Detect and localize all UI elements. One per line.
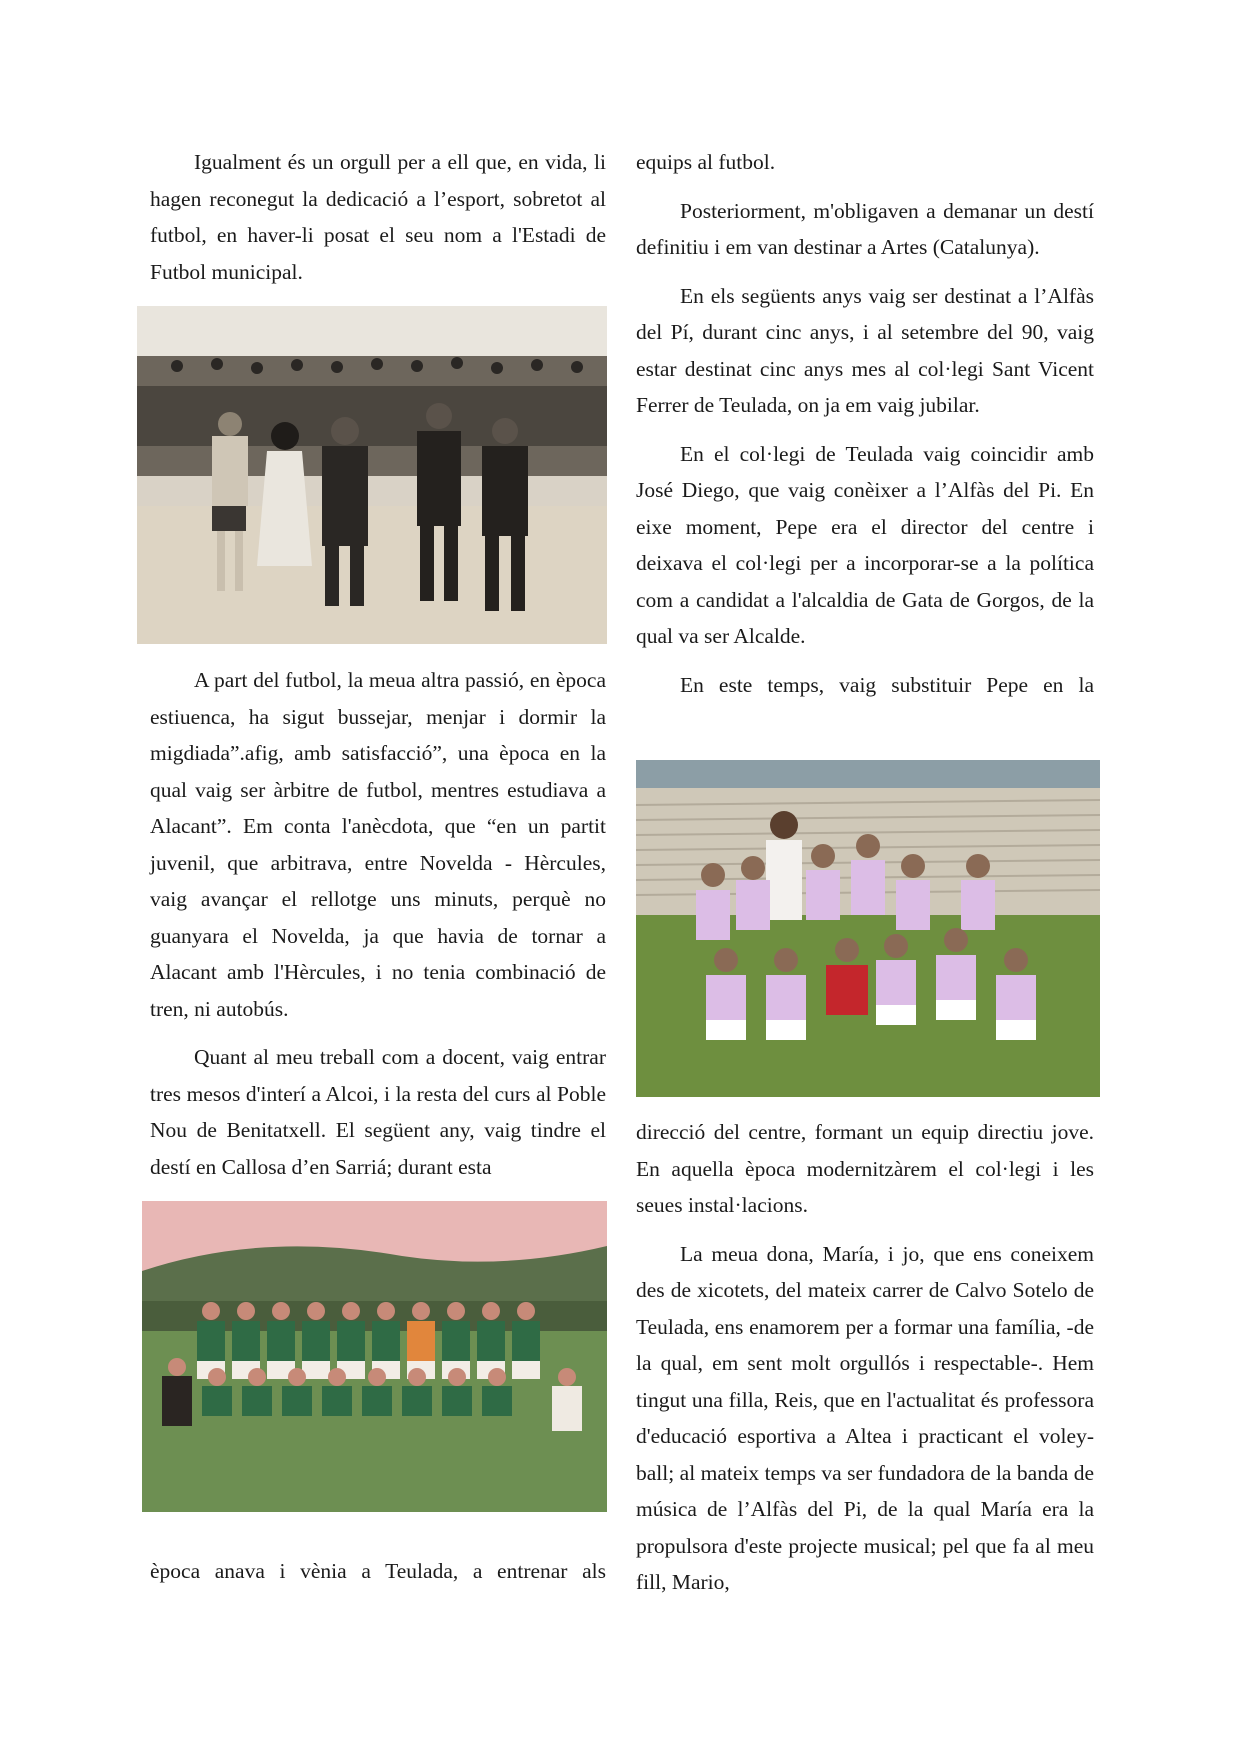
left-text-bottom: [150, 1553, 606, 1590]
team-photo-image: [142, 1201, 607, 1512]
right-text-top: [636, 144, 1094, 703]
paragraph: La meua dona, María, i jo, que ens coneixem des de xicotets, del mateix carrer de Calvo Sotelo de Teulada, ens enamorem per a formar una família, -de la qual, em sent molt orgullós i respectable-. Hem tingut una filla, Reis, que en l'actualitat és professora d'educació esportiva a Altea i practicant el voley-ball; al mateix temps va ser fundadora de la banda de música de l’Alfàs del Pi, de la qual María era la propulsora d'este projecte musical; pel que fa al meu fill, Mario,: [636, 1241, 1094, 1594]
paragraph: direcció del centre, formant un equip directiu jove. En aquella època modernitzàrem el col·legi i les seues instal·lacions.: [636, 1120, 1094, 1217]
paragraph: En els següents anys vaig ser destinat a l’Alfàs del Pí, durant cinc anys, i al setembre del 90, vaig estar destinat cinc anys mes al col·legi Sant Vicent Ferrer de Teulada, on ja em vaig jubilar.: [636, 283, 1094, 417]
paragraph: En el col·legi de Teulada vaig coincidir amb José Diego, que vaig conèixer a l’Alfàs del Pi. En eixe moment, Pepe era el director del centre i deixava el col·legi per a incorporar-se a la política com a candidat a l'alcaldia de Gata de Gorgos, de la qual va ser Alcalde.: [636, 441, 1094, 648]
left-text-top: [150, 144, 606, 290]
photo-school-team: [636, 760, 1100, 1097]
paragraph: Posteriorment, m'obligaven a demanar un destí definitiu i em van destinar a Artes (Catalunya).: [636, 198, 1094, 259]
photo-football-team: [142, 1201, 607, 1512]
paragraph: A part del futbol, la meua altra passió, en època estiuenca, ha sigut bussejar, menjar i dormir la migdiada”.afig, amb satisfacció”, una època en la qual vaig ser àrbitre de futbol, mentres estudiava a Alacant”. Em conta l'anècdota, que “en un partit juvenil, que arbitrava, entre Novelda - Hèrcules, vaig avançar el rellotge uns minuts, perquè no guanyara el Novelda, ja que havia de tornar a Alacant amb l'Hèrcules, i no tenia combinació de tren, ni autobús.: [150, 668, 606, 1021]
right-text-bottom: [636, 1114, 1094, 1601]
paragraph: època anava i vènia a Teulada, a entrenar als: [150, 1559, 606, 1583]
paragraph: Igualment és un orgull per a ell que, en vida, li hagen reconegut la dedicació a l’esport, sobretot al futbol, en haver-li posat el seu nom a l'Estadi de Futbol municipal.: [150, 150, 606, 284]
paragraph: Quant al meu treball com a docent, vaig entrar tres mesos d'interí a Alcoi, i la resta del curs al Poble Nou de Benitatxell. El següent any, vaig tindre el destí en Callosa d’en Sarriá; durant esta: [150, 1045, 606, 1179]
paragraph: equips al futbol.: [636, 150, 776, 174]
school-team-image: [636, 760, 1100, 1097]
sepia-photo-image: [137, 306, 607, 644]
paragraph: En este temps, vaig substituir Pepe en la: [680, 672, 1094, 697]
photo-referee-parade: [137, 306, 607, 644]
left-text-middle: [150, 662, 606, 1185]
